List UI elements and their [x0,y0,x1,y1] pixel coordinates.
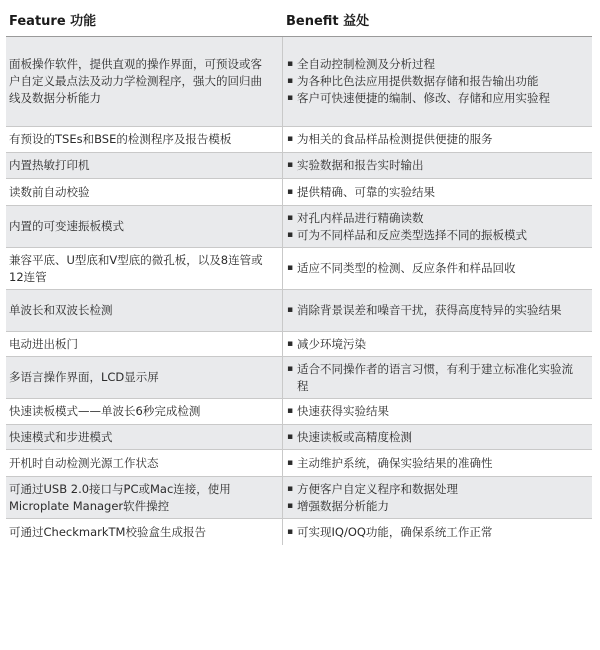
benefit-cell [282,332,592,356]
table-header [6,10,592,37]
benefit-item [283,131,493,148]
bullet-icon: ▪ [286,93,294,103]
benefit-cell [282,206,592,247]
table-row [6,126,592,152]
table-row [6,398,592,424]
benefit-cell [282,248,592,289]
feature-cell [6,399,282,424]
benefit-item [283,73,550,90]
benefit-text: 可为不同样品和反应类型选择不同的振板模式 [297,227,527,242]
benefit-text: 方便客户自定义程序和数据处理 [297,481,458,496]
table-row [6,247,592,289]
benefit-text: 消除背景误差和噪音干扰，获得高度特异的实验结果 [297,303,562,317]
feature-cell [6,153,282,178]
benefit-cell [282,357,592,398]
table-row [6,518,592,545]
feature-text: 可通过CheckmarkTM校验盒生成报告 [9,524,206,539]
bullet-icon: ▪ [286,263,294,273]
benefit-cell [282,127,592,152]
feature-cell [6,290,282,331]
benefit-list [283,260,516,277]
benefit-item [283,210,527,227]
table-body [6,37,592,545]
table-row [6,424,592,449]
benefit-cell [282,519,592,545]
benefit-cell [282,477,592,518]
benefit-item [283,498,458,515]
bullet-icon: ▪ [286,526,294,537]
feature-text: 有预设的TSEs和BSE的检测程序及报告模板 [9,132,232,146]
benefit-cell [282,290,592,331]
table-row [6,476,592,518]
feature-text: 面板操作软件，提供直观的操作界面，可预设或客户自定义最点法及动力学检测程序，强大的回归曲线及数据分析能力 [9,57,262,105]
table-row [6,37,592,126]
benefit-cell [282,153,592,178]
benefit-list [283,455,493,472]
feature-cell [6,357,282,398]
benefit-text: 适应不同类型的检测、反应条件和样品回收 [297,261,516,275]
benefit-list [283,131,493,148]
benefit-text: 增强数据分析能力 [297,498,389,513]
benefit-item [283,403,389,420]
bullet-icon: ▪ [286,305,294,315]
feature-column-header: Feature 功能 [9,14,97,29]
feature-text: 可通过USB 2.0接口与PC或Mac连接，使用Microplate Manager软件操控 [9,481,231,513]
benefit-item [283,455,493,472]
bullet-icon: ▪ [286,134,294,144]
feature-cell [6,37,282,126]
feature-cell [6,332,282,356]
feature-text: 快速读板模式——单波长6秒完成检测 [9,404,201,418]
benefit-text: 为相关的食品样品检测提供便捷的服务 [297,132,493,146]
benefit-list [283,361,584,395]
benefit-text: 快速读板或高精度检测 [297,429,412,444]
benefit-list [283,403,389,420]
bullet-icon: ▪ [286,457,294,468]
bullet-icon: ▪ [286,229,294,240]
table-row [6,178,592,205]
benefit-text: 为各种比色法应用提供数据存储和报告输出功能 [297,74,539,88]
benefit-item [283,481,458,498]
benefit-list [283,481,458,515]
benefit-text: 主动维护系统，确保实验结果的准确性 [297,455,493,470]
feature-cell [6,206,282,247]
benefit-text: 全自动控制检测及分析过程 [297,57,435,71]
benefit-item [283,184,435,201]
benefit-text: 客户可快速便捷的编制、修改、存储和应用实验程 [297,91,550,105]
bullet-icon: ▪ [286,76,294,86]
feature-text: 快速模式和步进模式 [9,429,113,444]
benefit-list [283,524,492,541]
benefit-list [283,56,550,107]
benefit-item [283,302,562,319]
benefit-item [283,227,527,244]
bullet-icon: ▪ [286,160,294,170]
feature-text: 内置的可变速振板模式 [9,219,124,233]
feature-cell [6,248,282,289]
bullet-icon: ▪ [286,500,294,511]
bullet-icon: ▪ [286,483,294,494]
benefit-list [283,336,366,353]
benefit-cell [282,37,592,126]
bullet-icon: ▪ [286,431,294,442]
benefit-item [283,524,492,541]
bullet-icon: ▪ [286,59,294,69]
benefit-list [283,429,412,446]
table-row [6,356,592,398]
benefit-list [283,157,424,174]
bullet-icon: ▪ [286,406,294,416]
feature-text: 单波长和双波长检测 [9,303,113,317]
feature-text: 多语言操作界面，LCD显示屏 [9,370,159,384]
benefit-list [283,302,562,319]
table-row [6,331,592,356]
benefit-cell [282,179,592,205]
feature-cell [6,179,282,205]
feature-text: 内置热敏打印机 [9,158,90,172]
bullet-icon: ▪ [286,186,294,197]
feature-cell [6,477,282,518]
table-row [6,205,592,247]
benefit-text: 实验数据和报告实时输出 [297,158,424,172]
feature-benefit-table [6,10,592,545]
feature-cell [6,450,282,476]
benefit-text: 减少环境污染 [297,336,366,351]
benefit-text: 快速获得实验结果 [297,404,389,418]
benefit-text: 可实现IQ/OQ功能，确保系统工作正常 [297,524,493,539]
benefit-item [283,157,424,174]
benefit-text: 适合不同操作者的语言习惯，有利于建立标准化实验流程 [297,361,573,393]
benefit-cell [282,399,592,424]
benefit-cell [282,450,592,476]
feature-text: 开机时自动检测光源工作状态 [9,455,159,470]
benefit-list [283,184,435,201]
benefit-item [283,56,550,73]
feature-text: 电动进出板门 [9,336,78,351]
benefit-item [283,429,412,446]
bullet-icon: ▪ [286,338,294,349]
table-row [6,449,592,476]
table-row [6,289,592,331]
benefit-item [283,260,516,277]
benefit-item [283,361,584,395]
feature-cell [6,425,282,449]
bullet-icon: ▪ [286,212,294,223]
benefit-text: 提供精确、可靠的实验结果 [297,184,435,199]
feature-cell [6,519,282,545]
benefit-text: 对孔内样品进行精确读数 [297,210,424,225]
table-row [6,152,592,178]
benefit-list [283,210,527,244]
benefit-item [283,336,366,353]
feature-text: 读数前自动校验 [9,184,90,199]
benefit-cell [282,425,592,449]
benefit-item [283,90,550,107]
bullet-icon: ▪ [286,363,294,374]
feature-text: 兼容平底、U型底和V型底的微孔板，以及8连管或12连管 [9,252,263,284]
feature-cell [6,127,282,152]
benefit-column-header: Benefit 益处 [286,14,370,29]
